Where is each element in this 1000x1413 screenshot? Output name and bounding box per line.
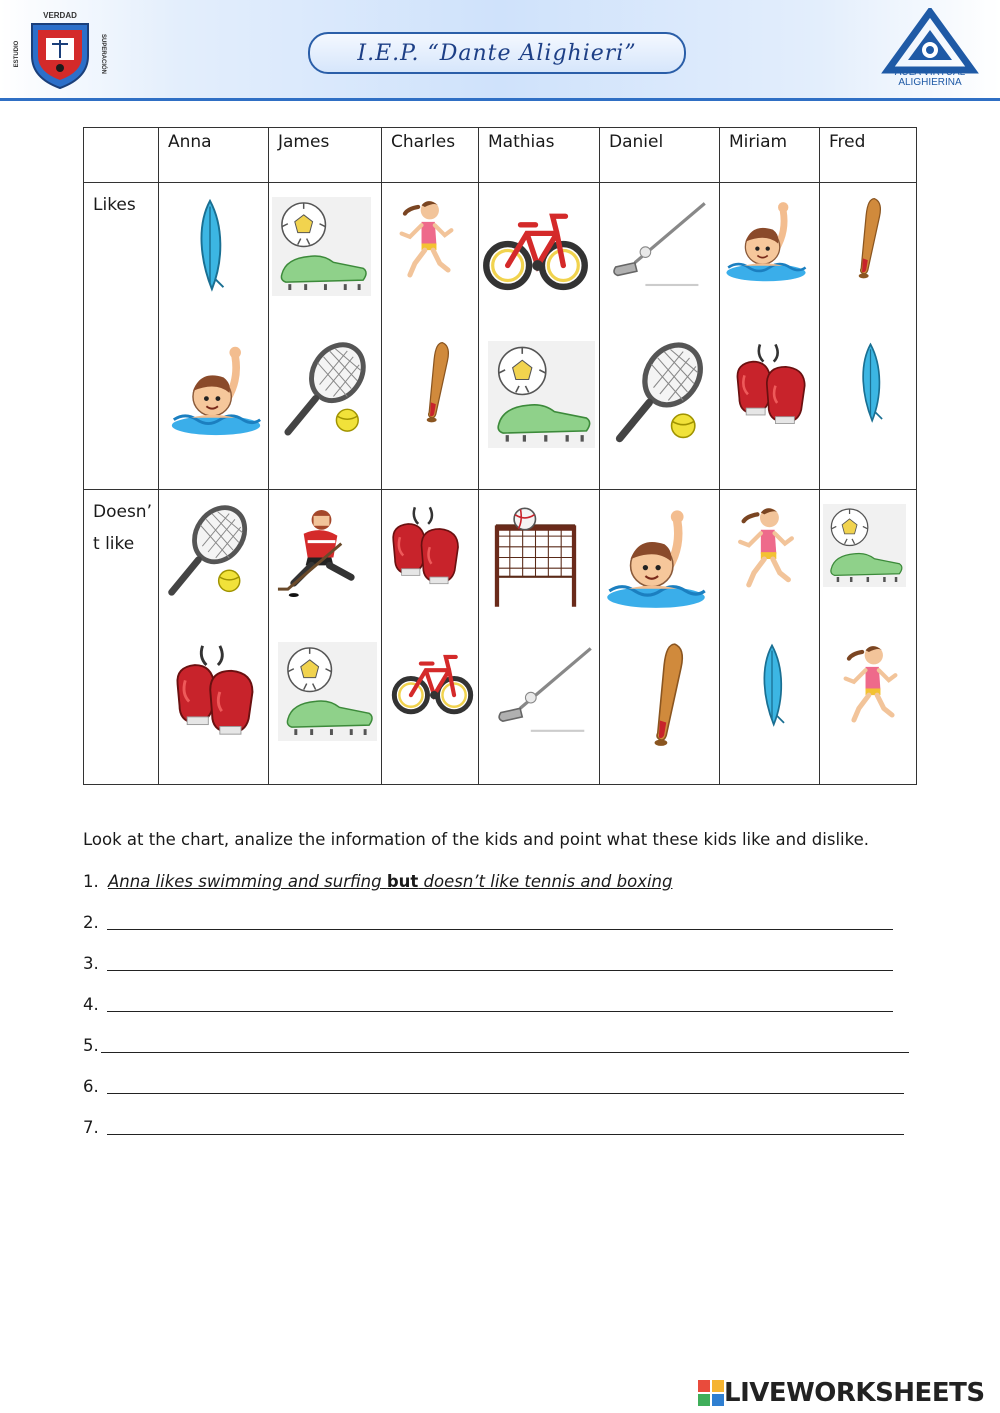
likes-row	[84, 183, 917, 490]
tennis-icon	[278, 341, 377, 440]
boxing-gloves-icon	[168, 642, 264, 738]
name-daniel: Daniel	[609, 132, 664, 152]
crest-word-right: SUPERACIÓN	[100, 33, 106, 75]
soccer-icon	[488, 341, 595, 448]
surfboard-icon	[829, 341, 912, 424]
name-header	[479, 128, 600, 183]
dislikes-cell	[720, 490, 820, 785]
swimmer-icon	[168, 341, 264, 437]
answer-line-4	[83, 993, 923, 1034]
likes-cell	[479, 183, 600, 490]
runner-icon	[723, 504, 809, 590]
name-header	[382, 128, 479, 183]
soccer-icon	[278, 642, 377, 741]
dislikes-cell	[600, 490, 720, 785]
name-anna: Anna	[168, 132, 212, 152]
volleyball-icon	[482, 504, 589, 611]
name-header	[159, 128, 269, 183]
dislikes-cell	[269, 490, 382, 785]
name-header	[600, 128, 720, 183]
example-sentence	[108, 870, 672, 911]
surfboard-icon	[729, 642, 815, 728]
likes-cell	[820, 183, 917, 490]
runner-icon	[829, 642, 912, 725]
tennis-icon	[609, 341, 715, 447]
name-james: James	[278, 132, 330, 152]
answer-number: 7.	[83, 1118, 99, 1137]
answer-blank[interactable]	[107, 1116, 904, 1135]
likes-label: Likes	[93, 195, 136, 215]
name-miriam: Miriam	[729, 132, 788, 152]
liveworksheets-brand	[698, 1378, 985, 1408]
example-answer	[83, 870, 923, 911]
page-header	[0, 0, 1000, 101]
corner-cell	[84, 128, 159, 183]
boxing-gloves-icon	[729, 341, 815, 427]
dislikes-label-line2: t like	[93, 534, 135, 554]
crest-word-left: ESTUDIO	[14, 40, 20, 68]
likes-label-cell	[84, 183, 159, 490]
example-but: but	[386, 872, 419, 891]
answer-blank[interactable]	[107, 993, 893, 1012]
likes-cell	[269, 183, 382, 490]
name-header	[720, 128, 820, 183]
header-row	[84, 128, 917, 183]
bicycle-icon	[391, 642, 474, 725]
baseball-bat-icon	[823, 197, 906, 280]
sports-chart-table	[83, 127, 917, 785]
name-mathias: Mathias	[488, 132, 555, 152]
dislikes-row	[84, 490, 917, 785]
aula-virtual-sub: ALIGHIERINA	[898, 77, 962, 88]
answer-number: 6.	[83, 1077, 99, 1096]
answer-line-2	[83, 911, 923, 952]
bicycle-icon	[482, 197, 589, 304]
likes-cell	[382, 183, 479, 490]
dislikes-label	[84, 490, 158, 566]
dislikes-cell	[382, 490, 479, 785]
baseball-bat-icon	[609, 642, 715, 748]
school-title: I.E.P. “Dante Alighieri”	[357, 40, 637, 66]
name-header	[820, 128, 917, 183]
name-fred: Fred	[829, 132, 866, 152]
baseball-bat-icon	[391, 341, 474, 424]
runner-icon	[385, 197, 468, 280]
answer-line-7	[83, 1116, 923, 1157]
boxing-gloves-icon	[385, 504, 468, 587]
golf-icon	[603, 197, 709, 303]
name-charles: Charles	[391, 132, 456, 152]
answer-blank[interactable]	[107, 911, 893, 930]
school-crest-icon	[12, 6, 108, 92]
hockey-icon	[272, 504, 371, 603]
golf-icon	[488, 642, 595, 749]
aula-virtual-name: AULA VIRTUAL	[894, 67, 966, 78]
instruction-text: Look at the chart, analize the information of the kids and point what these kids like and dislike.	[83, 830, 869, 849]
dislikes-label-line1: Doesn’	[93, 502, 152, 522]
surfboard-icon	[162, 197, 258, 293]
dislikes-cell	[479, 490, 600, 785]
dislikes-label-cell	[84, 490, 159, 785]
example-number: 1.	[83, 872, 99, 891]
dislikes-cell	[159, 490, 269, 785]
answer-number: 3.	[83, 954, 99, 973]
swimmer-icon	[723, 197, 809, 283]
dislikes-cell	[820, 490, 917, 785]
example-part2: doesn’t like tennis and boxing	[423, 872, 673, 891]
name-header	[269, 128, 382, 183]
answer-line-5	[83, 1034, 923, 1075]
school-title-banner	[308, 32, 686, 74]
answer-blank[interactable]	[107, 1075, 904, 1094]
answer-line-6	[83, 1075, 923, 1116]
likes-cell	[159, 183, 269, 490]
soccer-icon	[823, 504, 906, 587]
likes-cell	[600, 183, 720, 490]
answer-line-3	[83, 952, 923, 993]
answer-blank[interactable]	[101, 1034, 909, 1053]
answer-number: 2.	[83, 913, 99, 932]
answer-lines	[83, 870, 923, 1157]
liveworksheets-logo-icon	[698, 1380, 724, 1406]
crest-word-top: VERDAD	[43, 11, 77, 20]
example-part1: Anna likes swimming and surfing	[108, 872, 382, 891]
answer-number: 5.	[83, 1036, 99, 1055]
soccer-icon	[272, 197, 371, 296]
answer-blank[interactable]	[107, 952, 893, 971]
answer-number: 4.	[83, 995, 99, 1014]
likes-cell	[720, 183, 820, 490]
tennis-icon	[162, 504, 258, 600]
swimmer-icon	[603, 504, 709, 610]
aula-virtual-caption	[878, 68, 982, 88]
brand-name: LIVEWORKSHEETS	[724, 1378, 985, 1408]
